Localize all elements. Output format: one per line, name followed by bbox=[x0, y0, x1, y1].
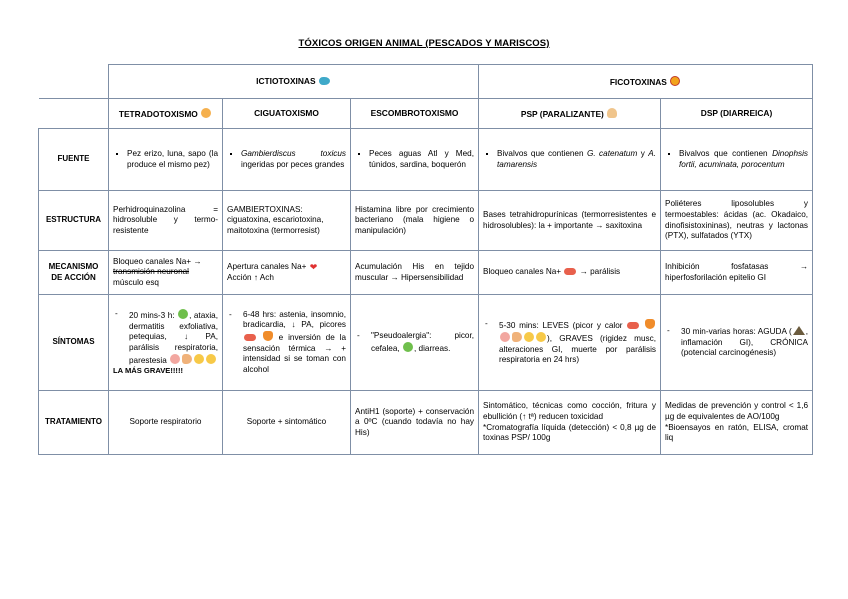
face-icon bbox=[524, 332, 534, 342]
warning-note: LA MÁS GRAVE!!!!! bbox=[113, 366, 184, 376]
intestine-icon bbox=[170, 354, 180, 364]
cell: Medidas de prevención y control < 1,6 µg de equivalentes de AO/100g *Bioensayos en ratón, ELISA, cromat liq bbox=[661, 391, 813, 455]
cell: - 5-30 mins: LEVES (picor y calor ), GRAVES (rigidez musc, alteraciones GI, muerte por parálisis respiratoria en 24 hrs) bbox=[479, 295, 661, 391]
cell: Sintomático, técnicas como cocción, fritura y ebullición (↑ tª) reducen toxicidad *Cromatografía líquida (detección) < 0,8 µg de toxinas PSP/ 100g bbox=[479, 391, 661, 455]
row-sintomas bbox=[39, 295, 813, 391]
group-header-row bbox=[39, 65, 813, 99]
col-escombrotoxismo: ESCOMBROTOXISMO bbox=[351, 99, 479, 129]
face-icon bbox=[536, 332, 546, 342]
row-label: FUENTE bbox=[39, 129, 109, 191]
row-estructura bbox=[39, 191, 813, 251]
column-header-row bbox=[39, 99, 813, 129]
group-ficotoxinas: FICOTOXINAS bbox=[479, 65, 813, 99]
algae-icon bbox=[670, 76, 680, 86]
intestine-icon bbox=[500, 332, 510, 342]
muscle-icon bbox=[512, 332, 522, 342]
row-tratamiento bbox=[39, 391, 813, 455]
cell: Perhidroquinazolina = hidrosoluble y termo-resistente bbox=[109, 191, 223, 251]
group-ictiotoxinas: ICTIOTOXINAS bbox=[109, 65, 479, 99]
sick-face-icon bbox=[403, 342, 413, 352]
poop-icon bbox=[793, 326, 805, 335]
nauseated-face-icon bbox=[178, 309, 188, 319]
row-label: MECANISMO DE ACCIÓN bbox=[39, 251, 109, 295]
cell: ▪ Gambierdiscus toxicus ingeridas por peces grandes bbox=[223, 129, 351, 191]
cell: Inhibición fosfatasas → hiperfosforilación epitelio GI bbox=[661, 251, 813, 295]
cell: Histamina libre por crecimiento bacteriano (mala higiene o manipulación) bbox=[351, 191, 479, 251]
pufferfish-icon bbox=[201, 108, 211, 118]
cell: Bloqueo canales Na+ → transmisión neuronal músculo esq bbox=[109, 251, 223, 295]
cell: - 30 min-varias horas: AGUDA ( , inflamación GI), CRÓNICA (potencial carcinogénesis) bbox=[661, 295, 813, 391]
cell: ▪ Peces aguas Atl y Med, túnidos, sardina, boquerón bbox=[351, 129, 479, 191]
face-icon bbox=[194, 354, 204, 364]
heart-icon: ❤ bbox=[309, 261, 318, 272]
page-title: TÓXICOS ORIGEN ANIMAL (PESCADOS Y MARISCOS) bbox=[298, 38, 550, 49]
cell: Apertura canales Na+ ❤ Acción ↑ Ach bbox=[223, 251, 351, 295]
cell: Poliéteres liposolubles y termoestables: ácidas (ac. Okadaico, dinofisistoxininas), neutras y lactonas (PTX), sulfatados (YTX) bbox=[661, 191, 813, 251]
cell: Soporte + sintomático bbox=[223, 391, 351, 455]
cell: ▪ Bivalvos que contienen G. catenatum y A. tamarensis bbox=[479, 129, 661, 191]
cell: - 6-48 hrs: astenia, insomnio, bradicardia, ↓ PA, picores e inversión de la sensación térmica → + intensidad si se toman con alcohol bbox=[223, 295, 351, 391]
col-ciguatoxismo: CIGUATOXISMO bbox=[223, 99, 351, 129]
col-dsp: DSP (DIARREICA) bbox=[661, 99, 813, 129]
row-label: ESTRUCTURA bbox=[39, 191, 109, 251]
cell: Bloqueo canales Na+ → parálisis bbox=[479, 251, 661, 295]
cell: Bases tetrahidropurínicas (termorresistentes e hidrosolubles): la + importante → saxitoxina bbox=[479, 191, 661, 251]
capsule-icon bbox=[564, 268, 576, 275]
row-fuente bbox=[39, 129, 813, 191]
cell: GAMBIERTOXINAS: ciguatoxina, escariotoxina, maitotoxina (termorresist) bbox=[223, 191, 351, 251]
row-label: TRATAMIENTO bbox=[39, 391, 109, 455]
shell-icon bbox=[607, 108, 617, 118]
col-tetradotoxismo: TETRADOTOXISMO bbox=[109, 99, 223, 129]
hot-face-icon bbox=[645, 319, 655, 329]
capsule-icon bbox=[627, 322, 639, 329]
row-label: SÍNTOMAS bbox=[39, 295, 109, 391]
cell: Soporte respiratorio bbox=[109, 391, 223, 455]
cell: ▪ Bivalvos que contienen Dinophsis fortii, acuminata, porocentum bbox=[661, 129, 813, 191]
cell: - 20 mins-3 h: , ataxia, dermatitis exfoliativa, petequias, ↓ PA, parálisis respiratoria, parestesia LA MÁS GRAVE!!!!! bbox=[109, 295, 223, 391]
hot-face-icon bbox=[263, 331, 273, 341]
cell: - "Pseudoalergia": picor, cefalea, , diarreas. bbox=[351, 295, 479, 391]
cell: Acumulación His en tejido muscular → Hipersensibilidad bbox=[351, 251, 479, 295]
fish-icon bbox=[319, 77, 330, 85]
toxins-table bbox=[38, 64, 813, 455]
cell: AntiH1 (soporte) + conservación a 0ºC (cuando todavía no hay His) bbox=[351, 391, 479, 455]
col-psp: PSP (PARALIZANTE) bbox=[479, 99, 661, 129]
face-icon bbox=[206, 354, 216, 364]
capsule-icon bbox=[244, 334, 256, 341]
cell: ▪ Pez erizo, luna, sapo (la produce el mismo pez) bbox=[109, 129, 223, 191]
row-mecanismo bbox=[39, 251, 813, 295]
muscle-icon bbox=[182, 354, 192, 364]
